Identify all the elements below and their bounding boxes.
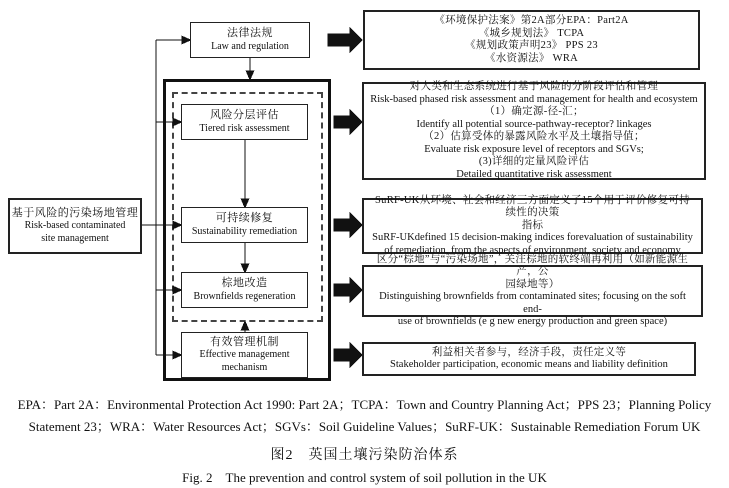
risk-line-7: (3)详细的定量风险评估 <box>478 156 590 167</box>
surf-line-4: of remediation, from the aspects of environment, society and economy <box>384 244 681 256</box>
management-mechanism-en1: Effective management <box>199 349 290 361</box>
surf-uk-detail-box <box>362 194 703 256</box>
thick-arrow-brownfield <box>334 278 362 302</box>
thick-arrow-surf <box>334 213 362 237</box>
thick-arrow-risk <box>334 110 362 134</box>
tiered-risk-en: Tiered risk assessment <box>199 122 290 134</box>
law-regulation-zh: 法律法规 <box>227 26 273 39</box>
brownfield-line-2: 园绿地等） <box>505 278 560 290</box>
sustainability-en: Sustainability remediation <box>191 225 298 237</box>
figure-caption <box>0 394 729 486</box>
stakeholder-detail-box <box>362 342 696 376</box>
law-regulation-en: Law and regulation <box>211 40 289 52</box>
surf-line-1: SuRF-UK从环境、社会和经济三方面定义了15个用于评价修复可持续性的决策 <box>375 194 690 219</box>
law-regulation-box <box>190 22 310 58</box>
site-management-en1: Risk-based contaminated <box>24 220 126 232</box>
laws-line-1: 《环境保护法案》第2A部分EPA：Part2A <box>434 15 629 26</box>
tiered-risk-zh: 风险分层评估 <box>210 108 279 121</box>
arrowhead-sustain-brown <box>242 264 249 272</box>
arrowhead-tiered <box>173 119 181 126</box>
risk-line-2: Risk-based phased risk assessment and management for health and ecosystem <box>370 93 698 105</box>
management-mechanism-box <box>181 332 308 378</box>
thick-arrow-laws <box>328 28 362 52</box>
sustainability-box <box>181 207 308 243</box>
brownfields-zh: 棕地改造 <box>221 276 268 289</box>
arrowhead-tiered-sustain <box>242 199 249 207</box>
sustainability-zh: 可持续修复 <box>215 211 274 224</box>
figure-title-en: Fig. 2 The prevention and control system of soil pollution in the UK <box>182 470 547 485</box>
laws-line-3: 《规划政策声明23》 PPS 23 <box>465 40 598 51</box>
management-mechanism-zh: 有效管理机制 <box>210 335 279 348</box>
site-management-en2: site management <box>41 232 109 244</box>
arrowhead-sustain <box>173 222 181 229</box>
arrowhead-brownfields <box>173 287 181 294</box>
abbreviation-line-1: EPA：Part 2A：Environmental Protection Act 1990: Part 2A；TCPA：Town and Country Planning Act；PPS 23；Planning Policy <box>17 397 712 412</box>
arrowhead-management <box>173 352 181 359</box>
brownfield-detail-box <box>362 253 703 327</box>
surf-line-2: 指标 <box>521 219 544 231</box>
laws-line-4: 《水资源法》 WRA <box>484 52 579 64</box>
tiered-risk-box <box>181 104 308 140</box>
laws-detail-box <box>363 10 700 70</box>
stakeholder-line-2: Stakeholder participation, economic means and liability definition <box>390 359 668 370</box>
site-management-box <box>8 198 142 254</box>
risk-line-4: Identify all potential source-pathway-receptor? linkages <box>416 118 652 130</box>
laws-line-2: 《城乡规划法》 TCPA <box>478 27 585 39</box>
stakeholder-line-1: 利益相关者参与，经济手段，责任定义等 <box>431 346 627 358</box>
brownfield-line-3: Distinguishing brownfields from contaminated sites; focusing on the soft end- <box>379 291 686 315</box>
risk-line-8: Detailed quantitative risk assessment <box>456 168 612 180</box>
surf-line-3: SuRF-UKdefined 15 decision-making indices forevaluation of sustainability <box>372 232 693 244</box>
risk-assessment-detail-box <box>362 82 706 180</box>
arrowhead-law-down <box>247 71 254 79</box>
risk-line-1: 对人类和生态系统进行基于风险的分阶段评估和管理 <box>409 81 659 92</box>
brownfields-en: Brownfields regeneration <box>193 290 296 302</box>
arrowhead-law <box>182 37 190 44</box>
brownfield-line-1: 区分“棕地”与“污染场地”，关注棕地的软终端再利用（如新能源生产，公 <box>376 253 689 277</box>
risk-line-6: Evaluate risk exposure level of receptors and SGVs; <box>424 143 644 155</box>
thick-arrow-stakeholder <box>334 343 362 367</box>
risk-line-3: （1）确定源-径-汇； <box>484 106 584 117</box>
brownfield-line-4: use of brownfields (e g new energy production and green space) <box>397 316 668 327</box>
management-mechanism-en2: mechanism <box>221 361 268 373</box>
risk-line-5: （2）估算受体的暴露风险水平及土壤指导值； <box>423 131 645 142</box>
figure-title-zh: 图2 英国土壤污染防治体系 <box>270 448 459 463</box>
brownfields-box <box>181 272 308 308</box>
arrowhead-management-up <box>242 322 249 330</box>
abbreviation-line-2: Statement 23；WRA：Water Resources Act；SGVs：Soil Guideline Values；SuRF-UK：Sustainable Remediation Forum UK <box>28 419 701 434</box>
site-management-zh: 基于风险的污染场地管理 <box>11 206 139 219</box>
